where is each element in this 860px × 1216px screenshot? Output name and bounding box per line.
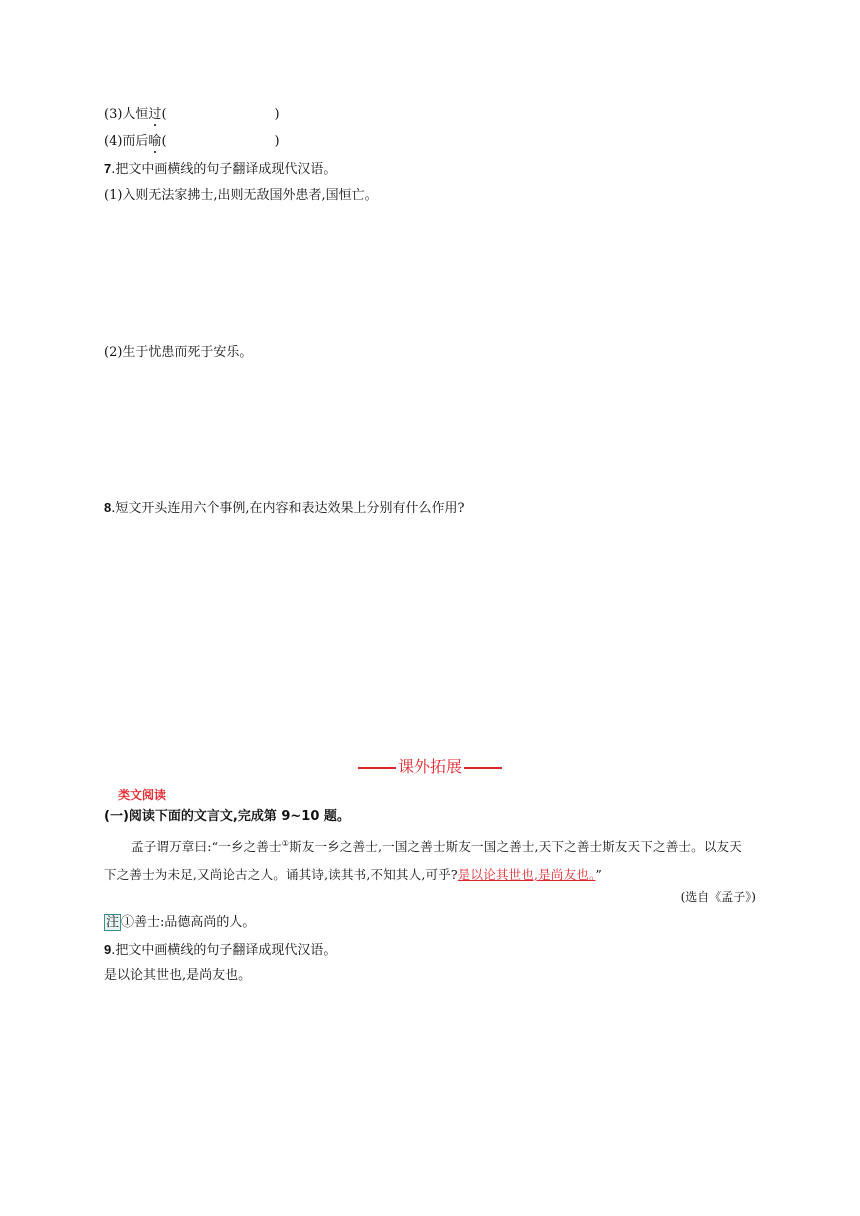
question-number: 8: [104, 500, 112, 515]
section-title-extension: 课外拓展: [356, 756, 504, 778]
question-9-sentence: 是以论其世也,是尚友也。: [104, 968, 252, 983]
reading-intro: (一)阅读下面的文言文,完成第 9~10 题。: [104, 809, 350, 824]
question-number: 7: [104, 161, 112, 176]
passage-line-1: 孟子谓万章曰:“一乡之善士①斯友一乡之善士,一国之善士斯友一国之善士,天下之善士斯友天下之善士。以友天: [131, 839, 742, 855]
emphasis-dotted-char: 喻: [148, 134, 162, 149]
footnote: 注 ①善士:品德高尚的人。: [106, 915, 256, 930]
question-6-item-3: (3)人恒过( ): [104, 107, 280, 122]
question-9: 9.把文中画横线的句子翻译成现代汉语。: [104, 942, 337, 958]
title-rule-left: [358, 767, 396, 769]
title-rule-right: [464, 767, 502, 769]
footnote-marker: ①: [281, 839, 290, 848]
category-label: 类文阅读: [118, 788, 167, 802]
question-7: 7.把文中画横线的句子翻译成现代汉语。: [104, 161, 337, 177]
question-6-item-4: (4)而后喻( ): [104, 134, 280, 149]
question-number: 9: [104, 942, 112, 957]
passage-line-2: 下之善士为未足,又尚论古之人。诵其诗,读其书,不知其人,可乎?是以论其世也,是尚友也。”: [104, 867, 603, 883]
question-7-part-2: (2)生于忧患而死于安乐。: [104, 345, 253, 360]
note-label-icon: 注: [106, 915, 120, 930]
underlined-sentence: 是以论其世也,是尚友也。: [457, 867, 596, 883]
emphasis-dotted-char: 过: [148, 107, 162, 122]
question-7-part-1: (1)入则无法家拂士,出则无敌国外患者,国恒亡。: [104, 188, 378, 203]
question-8: 8.短文开头连用六个事例,在内容和表达效果上分别有什么作用?: [104, 500, 465, 516]
passage-source: (选自《孟子》): [680, 890, 756, 904]
classical-passage: [104, 830, 756, 889]
